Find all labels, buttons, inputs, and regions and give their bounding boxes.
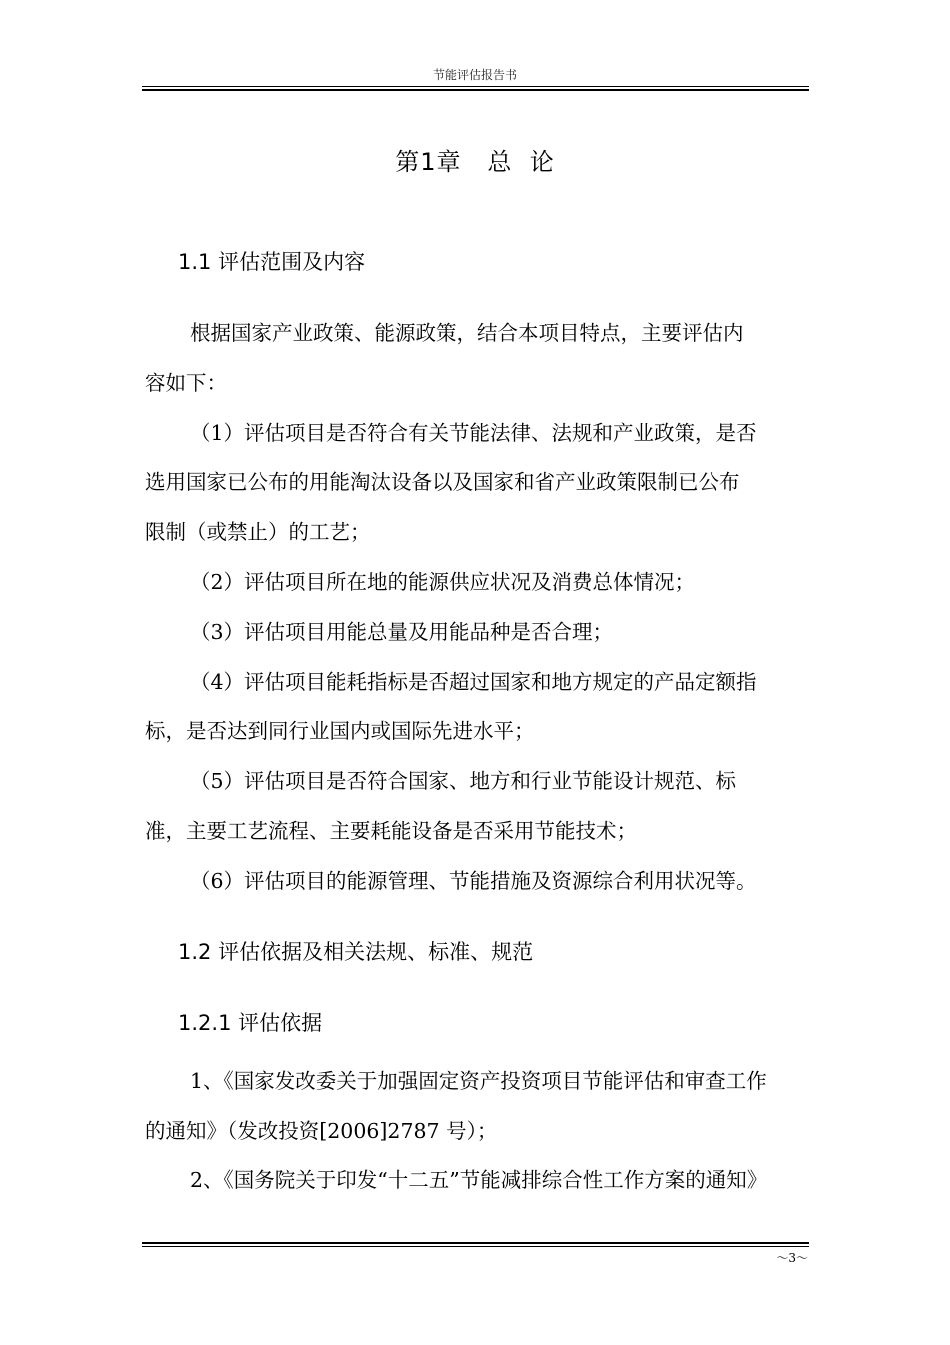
text-line: 限制（或禁止）的工艺； [145, 520, 371, 544]
list-item-3: （3）评估项目用能总量及用能品种是否合理； [190, 620, 614, 644]
text-line: （5）评估项目是否符合国家、地方和行业节能设计规范、标 [190, 769, 737, 793]
text-line: 根据国家产业政策、能源政策，结合本项目特点，主要评估内 [190, 321, 744, 345]
list-item-6: （6）评估项目的能源管理、节能措施及资源综合利用状况等。 [190, 869, 757, 893]
text-line: 1、《国家发改委关于加强固定资产投资项目节能评估和审查工作 [190, 1069, 767, 1093]
header-rule-thin [142, 86, 809, 87]
section-heading-1-1: 1.1 评估范围及内容 [178, 250, 366, 274]
text-line: 选用国家已公布的用能淘汰设备以及国家和省产业政策限制已公布 [145, 470, 740, 494]
text-line: 容如下： [145, 371, 227, 395]
footer-rule-thin [142, 1246, 809, 1247]
chapter-title: 第1章 总 论 [395, 148, 555, 176]
footer-rule-thick [142, 1242, 809, 1244]
section-heading-1-2: 1.2 评估依据及相关法规、标准、规范 [178, 940, 534, 964]
text-line: （4）评估项目能耗指标是否超过国家和地方规定的产品定额指 [190, 670, 757, 694]
text-line: 准，主要工艺流程、主要耗能设备是否采用节能技术； [145, 819, 637, 843]
header-rule-thick [142, 89, 809, 91]
section-heading-1-2-1: 1.2.1 评估依据 [178, 1011, 323, 1035]
header-title: 节能评估报告书 [432, 68, 517, 82]
text-line: 标，是否达到同行业国内或国际先进水平； [145, 719, 535, 743]
basis-item-2: 2、《国务院关于印发“十二五”节能减排综合性工作方案的通知》 [190, 1168, 768, 1192]
text-line: 的通知》（发改投资[2006]2787 号）； [145, 1119, 498, 1143]
text-line: （1）评估项目是否符合有关节能法律、法规和产业政策，是否 [190, 421, 757, 445]
list-item-2: （2）评估项目所在地的能源供应状况及消费总体情况； [190, 570, 696, 594]
page-number: ～3～ [776, 1251, 808, 1265]
